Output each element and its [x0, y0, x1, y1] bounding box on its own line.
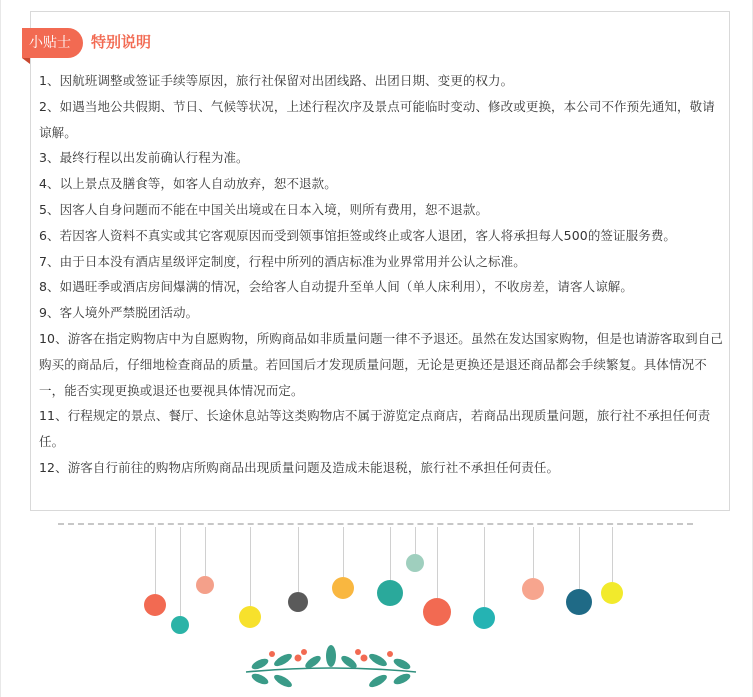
- garland-string: [58, 523, 693, 527]
- ornament-ball: [144, 594, 166, 616]
- tip-badge-fold: [22, 58, 30, 64]
- note-item: 4、以上景点及膳食等，如客人自动放弃，恕不退款。: [39, 176, 337, 192]
- ornament-ball: [288, 592, 308, 612]
- note-item: 12、游客自行前往的购物店所购商品出现质量问题及造成未能退税，旅行社不承担任何责任。: [39, 459, 560, 475]
- ornament-ball: [171, 616, 189, 634]
- ornament-ball: [377, 580, 403, 606]
- ornament-string: [180, 527, 181, 616]
- ornament-string: [415, 527, 416, 554]
- ornament-string: [484, 527, 485, 607]
- ornament-ball: [239, 606, 261, 628]
- ornament-ball: [566, 589, 592, 615]
- ornament-ball: [332, 577, 354, 599]
- ornament-ball: [473, 607, 495, 629]
- note-item: 1、因航班调整或签证手续等原因，旅行社保留对出团线路、出团日期、变更的权力。: [39, 73, 514, 88]
- ornament-ball: [423, 598, 451, 626]
- note-item: 7、由于日本没有酒店星级评定制度，行程中所列的酒店标准为业界常用并公认之标准。: [39, 253, 526, 269]
- ornament-string: [579, 527, 580, 589]
- note-item: 11、行程规定的景点、餐厅、长途休息站等这类购物店不属于游览定点商店，若商品出现质量问题，旅行社不承担任何责任。: [39, 408, 711, 450]
- leaf-branch-icon: [238, 642, 424, 694]
- ornament-ball: [522, 578, 544, 600]
- note-item: 3、最终行程以出发前确认行程为准。: [39, 150, 249, 166]
- ornament-string: [250, 527, 251, 606]
- ornament-string: [612, 527, 613, 582]
- ornament-string: [390, 527, 391, 580]
- note-item: 6、若因客人资料不真实或其它客观原因而受到领事馆拒签或终止或客人退团，客人将承担每人500的签证服务费。: [39, 227, 677, 243]
- ornament-ball: [196, 576, 214, 594]
- section-title: 特别说明: [91, 33, 152, 51]
- note-item: 10、游客在指定购物店中为自愿购物，所购商品如非质量问题一律不予退还。虽然在发达国家购物，但是也请游客取到自己购买的商品后，仔细地检查商品的质量。若回国后才发现质量问题，无论是更换还是退还商品都会手续繁复。具体情况不一，能否实现更换或退还也要视具体情况而定。: [39, 330, 723, 398]
- note-item: 9、客人境外严禁脱团活动。: [39, 305, 199, 321]
- ornament-ball: [601, 582, 623, 604]
- ornament-string: [437, 527, 438, 598]
- ornament-ball: [406, 554, 424, 572]
- ornament-string: [533, 527, 534, 578]
- ornament-string: [155, 527, 156, 594]
- ornament-string: [298, 527, 299, 592]
- note-item: 5、因客人自身问题而不能在中国关出境或在日本入境，则所有费用，恕不退款。: [39, 201, 489, 217]
- note-item: 2、如遇当地公共假期、节日、气候等状况，上述行程次序及景点可能临时变动、修改或更换，本公司不作预先通知，敬请谅解。: [39, 98, 715, 140]
- page-edge-left: [0, 0, 1, 697]
- ornament-string: [205, 527, 206, 576]
- notes-list: [39, 68, 723, 481]
- tip-badge: 小贴士: [22, 28, 83, 58]
- note-item: 8、如遇旺季或酒店房间爆满的情况，会给客人自动提升至单人间（单人床利用），不收房差，请客人谅解。: [39, 279, 634, 295]
- ornament-string: [343, 527, 344, 577]
